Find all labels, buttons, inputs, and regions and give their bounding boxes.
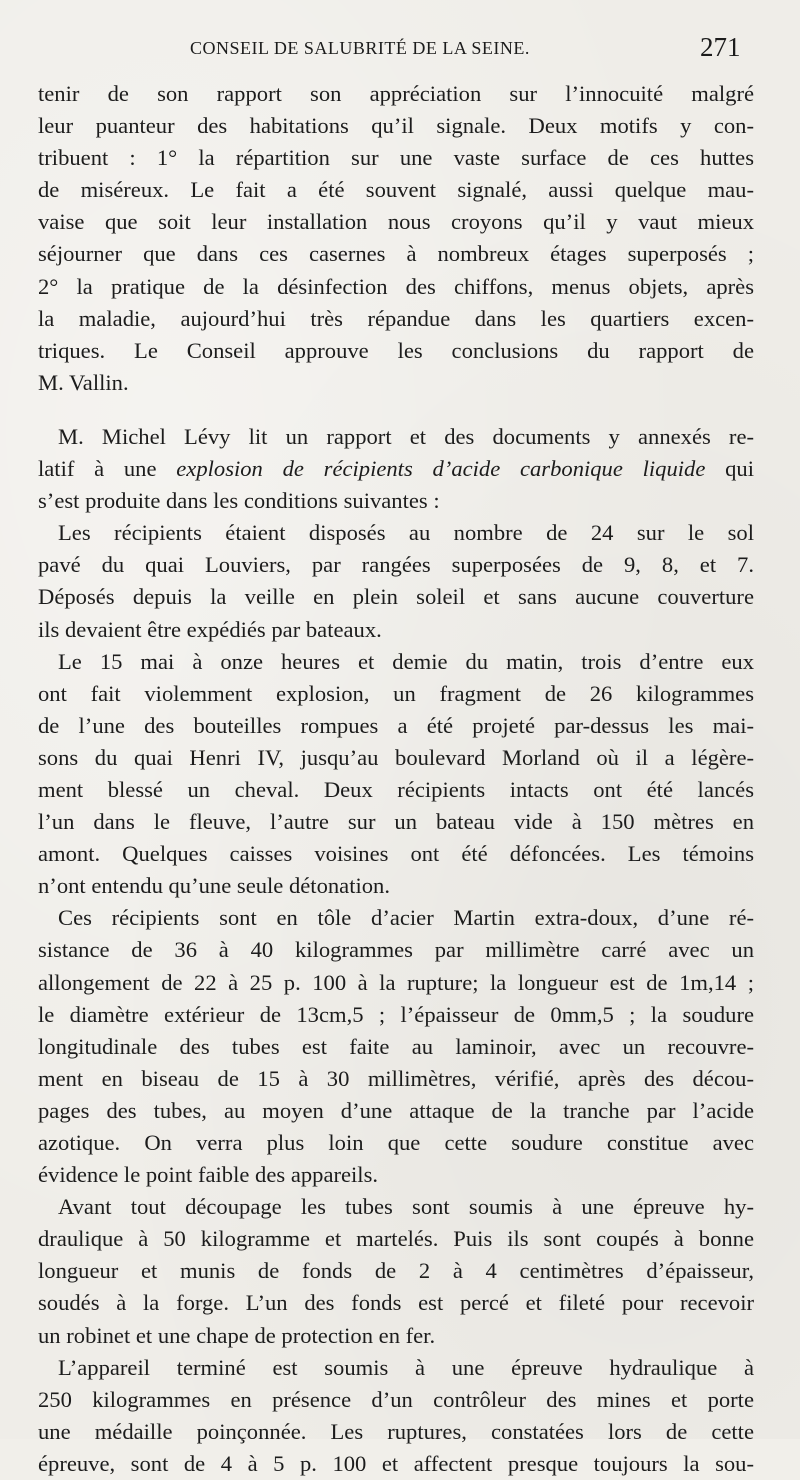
text-line: L’appareil terminé est soumis à une épreuve hydraulique à (58, 1354, 754, 1380)
paragraph-disposition (38, 517, 754, 645)
paragraph-gap (38, 399, 754, 421)
text-line: pages des tubes, au moyen d’une attaque de la tranche par l’acide (38, 1097, 754, 1123)
text-line: de miséreux. Le fait a été souvent signalé, aussi quelque mau- (38, 177, 754, 203)
paragraph-explosion-event (38, 646, 754, 903)
text-line: Déposés depuis la veille en plein soleil et sans aucune couverture (38, 584, 754, 610)
text-line-with-italic (38, 453, 754, 485)
italic-title: explosion de récipients d’acide carbonique liquide (176, 456, 706, 482)
text-line: triques. Le Conseil approuve les conclusions du rapport de (38, 337, 754, 363)
text-line: épreuve, sont de 4 à 5 p. 100 et affectent presque toujours la sou- (38, 1450, 754, 1476)
text-line: n’ont entendu qu’une seule détonation. (38, 873, 390, 899)
text-line: ont fait violemment explosion, un fragment de 26 kilogrammes (38, 680, 754, 706)
text-line: Le 15 mai à onze heures et demie du matin, trois d’entre eux (58, 648, 754, 674)
text-line: un robinet et une chape de protection en fer. (38, 1322, 436, 1348)
paragraph-manufacturing (38, 1191, 754, 1351)
text-line: azotique. On verra plus loin que cette soudure constitue avec (38, 1130, 754, 1155)
paragraph-explosion-report (38, 421, 754, 517)
text-line: tribuent : 1° la répartition sur une vaste surface de ces huttes (38, 145, 754, 171)
text-line: de l’une des bouteilles rompues a été projeté par-dessus les mai- (38, 712, 754, 738)
text-line: soudés à la forge. L’un des fonds est percé et fileté pour recevoir (38, 1290, 754, 1316)
body-text (38, 78, 754, 1480)
text-line: allongement de 22 à 25 p. 100 à la rupture; la longueur est de 1m,14 ; (38, 969, 754, 995)
running-head (0, 30, 800, 70)
text-line: draulique à 50 kilogramme et martelés. Puis ils sont coupés à bonne (38, 1226, 754, 1252)
text-line: la maladie, aujourd’hui très répandue dans les quartiers excen- (38, 305, 754, 331)
text-line: Ces récipients sont en tôle d’acier Martin extra-doux, d’une ré- (58, 905, 754, 931)
text-fragment: qui (705, 456, 755, 482)
text-line: sons du quai Henri IV, jusqu’au boulevard Morland où il a légère- (38, 744, 754, 770)
paragraph-testing (38, 1352, 754, 1480)
text-line: M. Michel Lévy lit un rapport et des documents y annexés re- (58, 423, 754, 449)
page-number: 271 (700, 32, 741, 62)
text-line: s’est produite dans les conditions suivantes : (38, 488, 440, 514)
text-line: Avant tout découpage les tubes sont soumis à une épreuve hy- (58, 1194, 754, 1220)
text-line: leur puanteur des habitations qu’il signale. Deux motifs y con- (38, 113, 754, 139)
text-line: 2° la pratique de la désinfection des chiffons, menus objets, après (38, 273, 754, 299)
paragraph-specifications (38, 902, 754, 1191)
text-line: pavé du quai Louviers, par rangées superposées de 9, 8, et 7. (38, 552, 754, 578)
text-fragment: latif à une (38, 456, 177, 482)
text-line: longueur et munis de fonds de 2 à 4 centimètres d’épaisseur, (38, 1258, 754, 1284)
text-line: ment blessé un cheval. Deux récipients intacts ont été lancés (38, 776, 754, 802)
text-line: l’un dans le fleuve, l’autre sur un bateau vide à 150 mètres en (38, 809, 754, 835)
text-line: M. Vallin. (38, 369, 129, 395)
paragraph-continuation (38, 78, 754, 399)
text-line: ils devaient être expédiés par bateaux. (38, 616, 382, 642)
text-line: longitudinale des tubes est faite au laminoir, avec un recouvre- (38, 1033, 754, 1059)
running-title: CONSEIL DE SALUBRITÉ DE LA SEINE. (190, 38, 530, 58)
text-line: évidence le point faible des appareils. (38, 1162, 379, 1188)
text-line: sistance de 36 à 40 kilogrammes par millimètre carré avec un (38, 937, 754, 963)
text-line: 250 kilogrammes en présence d’un contrôleur des mines et porte (38, 1386, 754, 1412)
text-line: amont. Quelques caisses voisines ont été défoncées. Les témoins (38, 841, 754, 867)
text-line: vaise que soit leur installation nous croyons qu’il y vaut mieux (38, 209, 754, 235)
text-line: Les récipients étaient disposés au nombre de 24 sur le sol (58, 520, 754, 546)
text-line: tenir de son rapport son appréciation sur l’innocuité malgré (38, 81, 754, 106)
text-line: le diamètre extérieur de 13cm,5 ; l’épaisseur de 0mm,5 ; la soudure (38, 1001, 754, 1027)
text-line: ment en biseau de 15 à 30 millimètres, vérifié, après des décou- (38, 1065, 754, 1091)
text-line: séjourner que dans ces casernes à nombreux étages superposés ; (38, 241, 754, 267)
text-line: une médaille poinçonnée. Les ruptures, constatées lors de cette (38, 1418, 754, 1444)
